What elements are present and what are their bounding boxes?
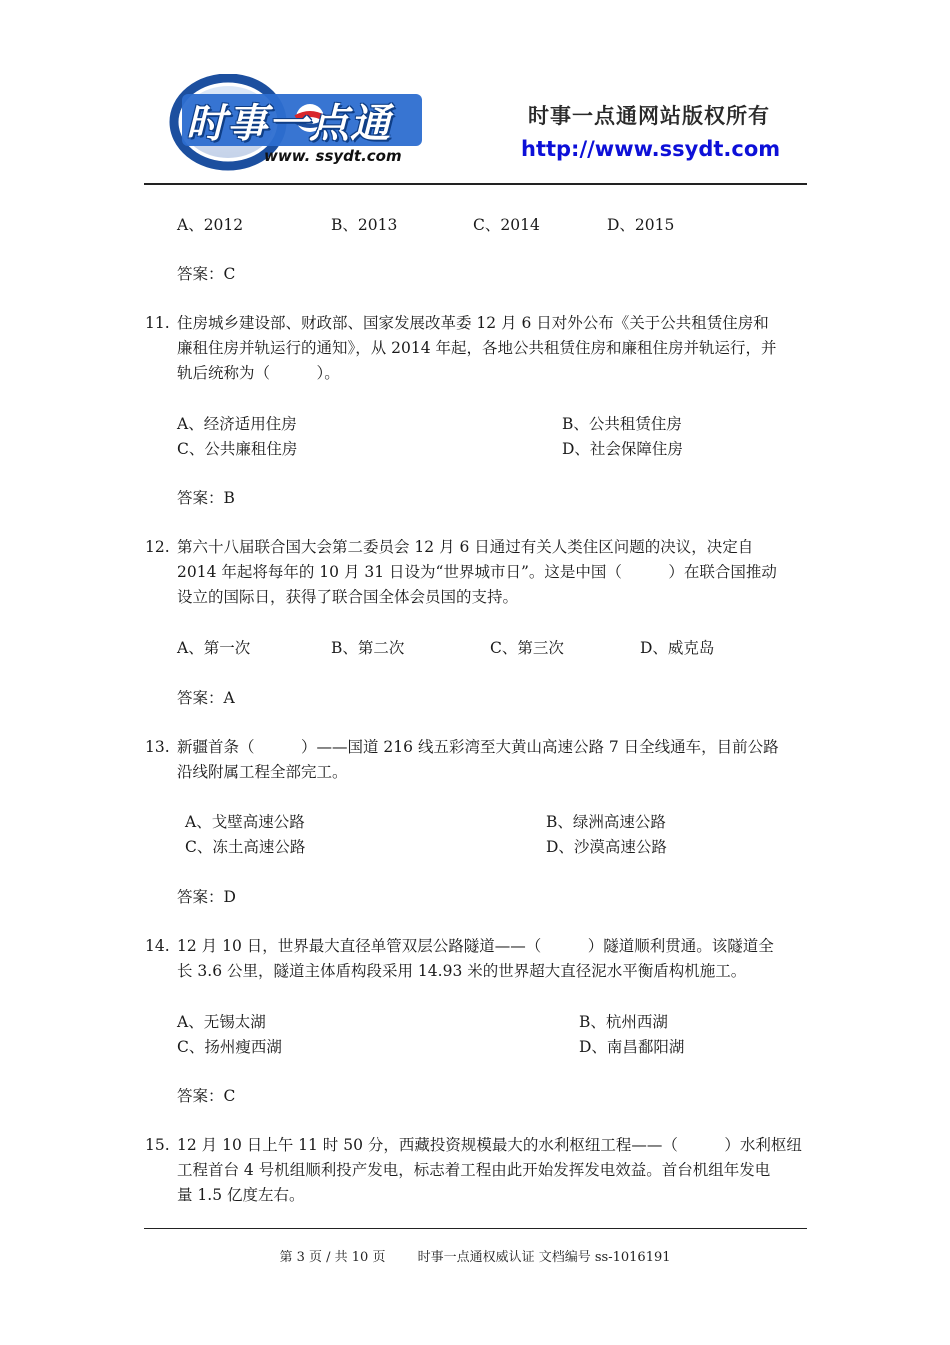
answer: 答案：D [177, 888, 236, 906]
site-link[interactable]: http://www.ssydt.com [521, 137, 781, 161]
question-line: 新疆首条（ ）——国道 216 线五彩湾至大黄山高速公路 7 日全线通车，目前公路 [177, 738, 779, 756]
question-line: 轨后统称为（ ）。 [177, 364, 340, 382]
page-indicator: 第 3 页 / 共 10 页 [279, 1250, 386, 1265]
option-b: B、2013 [331, 216, 398, 234]
copyright-notice: 时事一点通网站版权所有 [528, 104, 770, 128]
option-a: A、第一次 [177, 639, 251, 657]
option-c: C、公共廉租住房 [177, 440, 298, 458]
header-divider [144, 183, 807, 185]
answer: 答案：A [177, 689, 235, 707]
footer-divider [144, 1228, 807, 1229]
question-line: 住房城乡建设部、财政部、国家发展改革委 12 月 6 日对外公布《关于公共租赁住房和 [177, 314, 769, 332]
question-number: 14. [145, 937, 170, 955]
site-logo [168, 74, 438, 174]
option-c: C、2014 [473, 216, 540, 234]
option-d: D、威克岛 [640, 639, 715, 657]
option-c: C、冻土高速公路 [185, 838, 306, 856]
option-b: B、绿洲高速公路 [546, 813, 666, 831]
answer: 答案：C [177, 1087, 236, 1105]
question-line: 量 1.5 亿度左右。 [177, 1186, 305, 1204]
question-number: 12. [145, 538, 170, 556]
question-line: 第六十八届联合国大会第二委员会 12 月 6 日通过有关人类住区问题的决议，决定自 [177, 538, 754, 556]
option-c: C、扬州瘦西湖 [177, 1038, 282, 1056]
option-d: D、社会保障住房 [562, 440, 683, 458]
question-number: 13. [145, 738, 170, 756]
option-b: B、公共租赁住房 [562, 415, 682, 433]
question-line: 设立的国际日，获得了联合国全体会员国的支持。 [177, 588, 519, 606]
document-note: 时事一点通权威认证 文档编号 ss-1016191 [417, 1250, 671, 1265]
question-line: 长 3.6 公里，隧道主体盾构段采用 14.93 米的世界超大直径泥水平衡盾构机施工。 [177, 962, 747, 980]
question-line: 12 月 10 日上午 11 时 50 分，西藏投资规模最大的水利枢纽工程——（ ）水利枢纽 [177, 1136, 802, 1154]
answer: 答案：B [177, 489, 235, 507]
question-line: 廉租住房并轨运行的通知》，从 2014 年起，各地公共租赁住房和廉租住房并轨运行，并 [177, 339, 777, 357]
option-a: A、戈壁高速公路 [185, 813, 305, 831]
question-line: 12 月 10 日，世界最大直径单管双层公路隧道——（ ）隧道顺利贯通。该隧道全 [177, 937, 774, 955]
option-b: B、第二次 [331, 639, 405, 657]
question-line: 工程首台 4 号机组顺利投产发电，标志着工程由此开始发挥发电效益。首台机组年发电 [177, 1161, 771, 1179]
option-d: D、2015 [607, 216, 675, 234]
answer: 答案：C [177, 265, 236, 283]
question-number: 11. [145, 314, 170, 332]
option-b: B、杭州西湖 [579, 1013, 668, 1031]
logo-text: 时事一点通 [186, 101, 391, 147]
option-c: C、第三次 [490, 639, 564, 657]
question-line: 沿线附属工程全部完工。 [177, 763, 348, 781]
option-a: A、经济适用住房 [177, 415, 297, 433]
option-d: D、南昌鄱阳湖 [579, 1038, 685, 1056]
question-number: 15. [145, 1136, 170, 1154]
option-a: A、无锡太湖 [177, 1013, 266, 1031]
option-d: D、沙漠高速公路 [546, 838, 667, 856]
question-line: 2014 年起将每年的 10 月 31 日设为“世界城市日”。这是中国（ ）在联合国推动 [177, 563, 777, 581]
logo-url: www. ssydt.com [264, 147, 402, 165]
option-a: A、2012 [177, 216, 244, 234]
page-footer [0, 1246, 950, 1265]
